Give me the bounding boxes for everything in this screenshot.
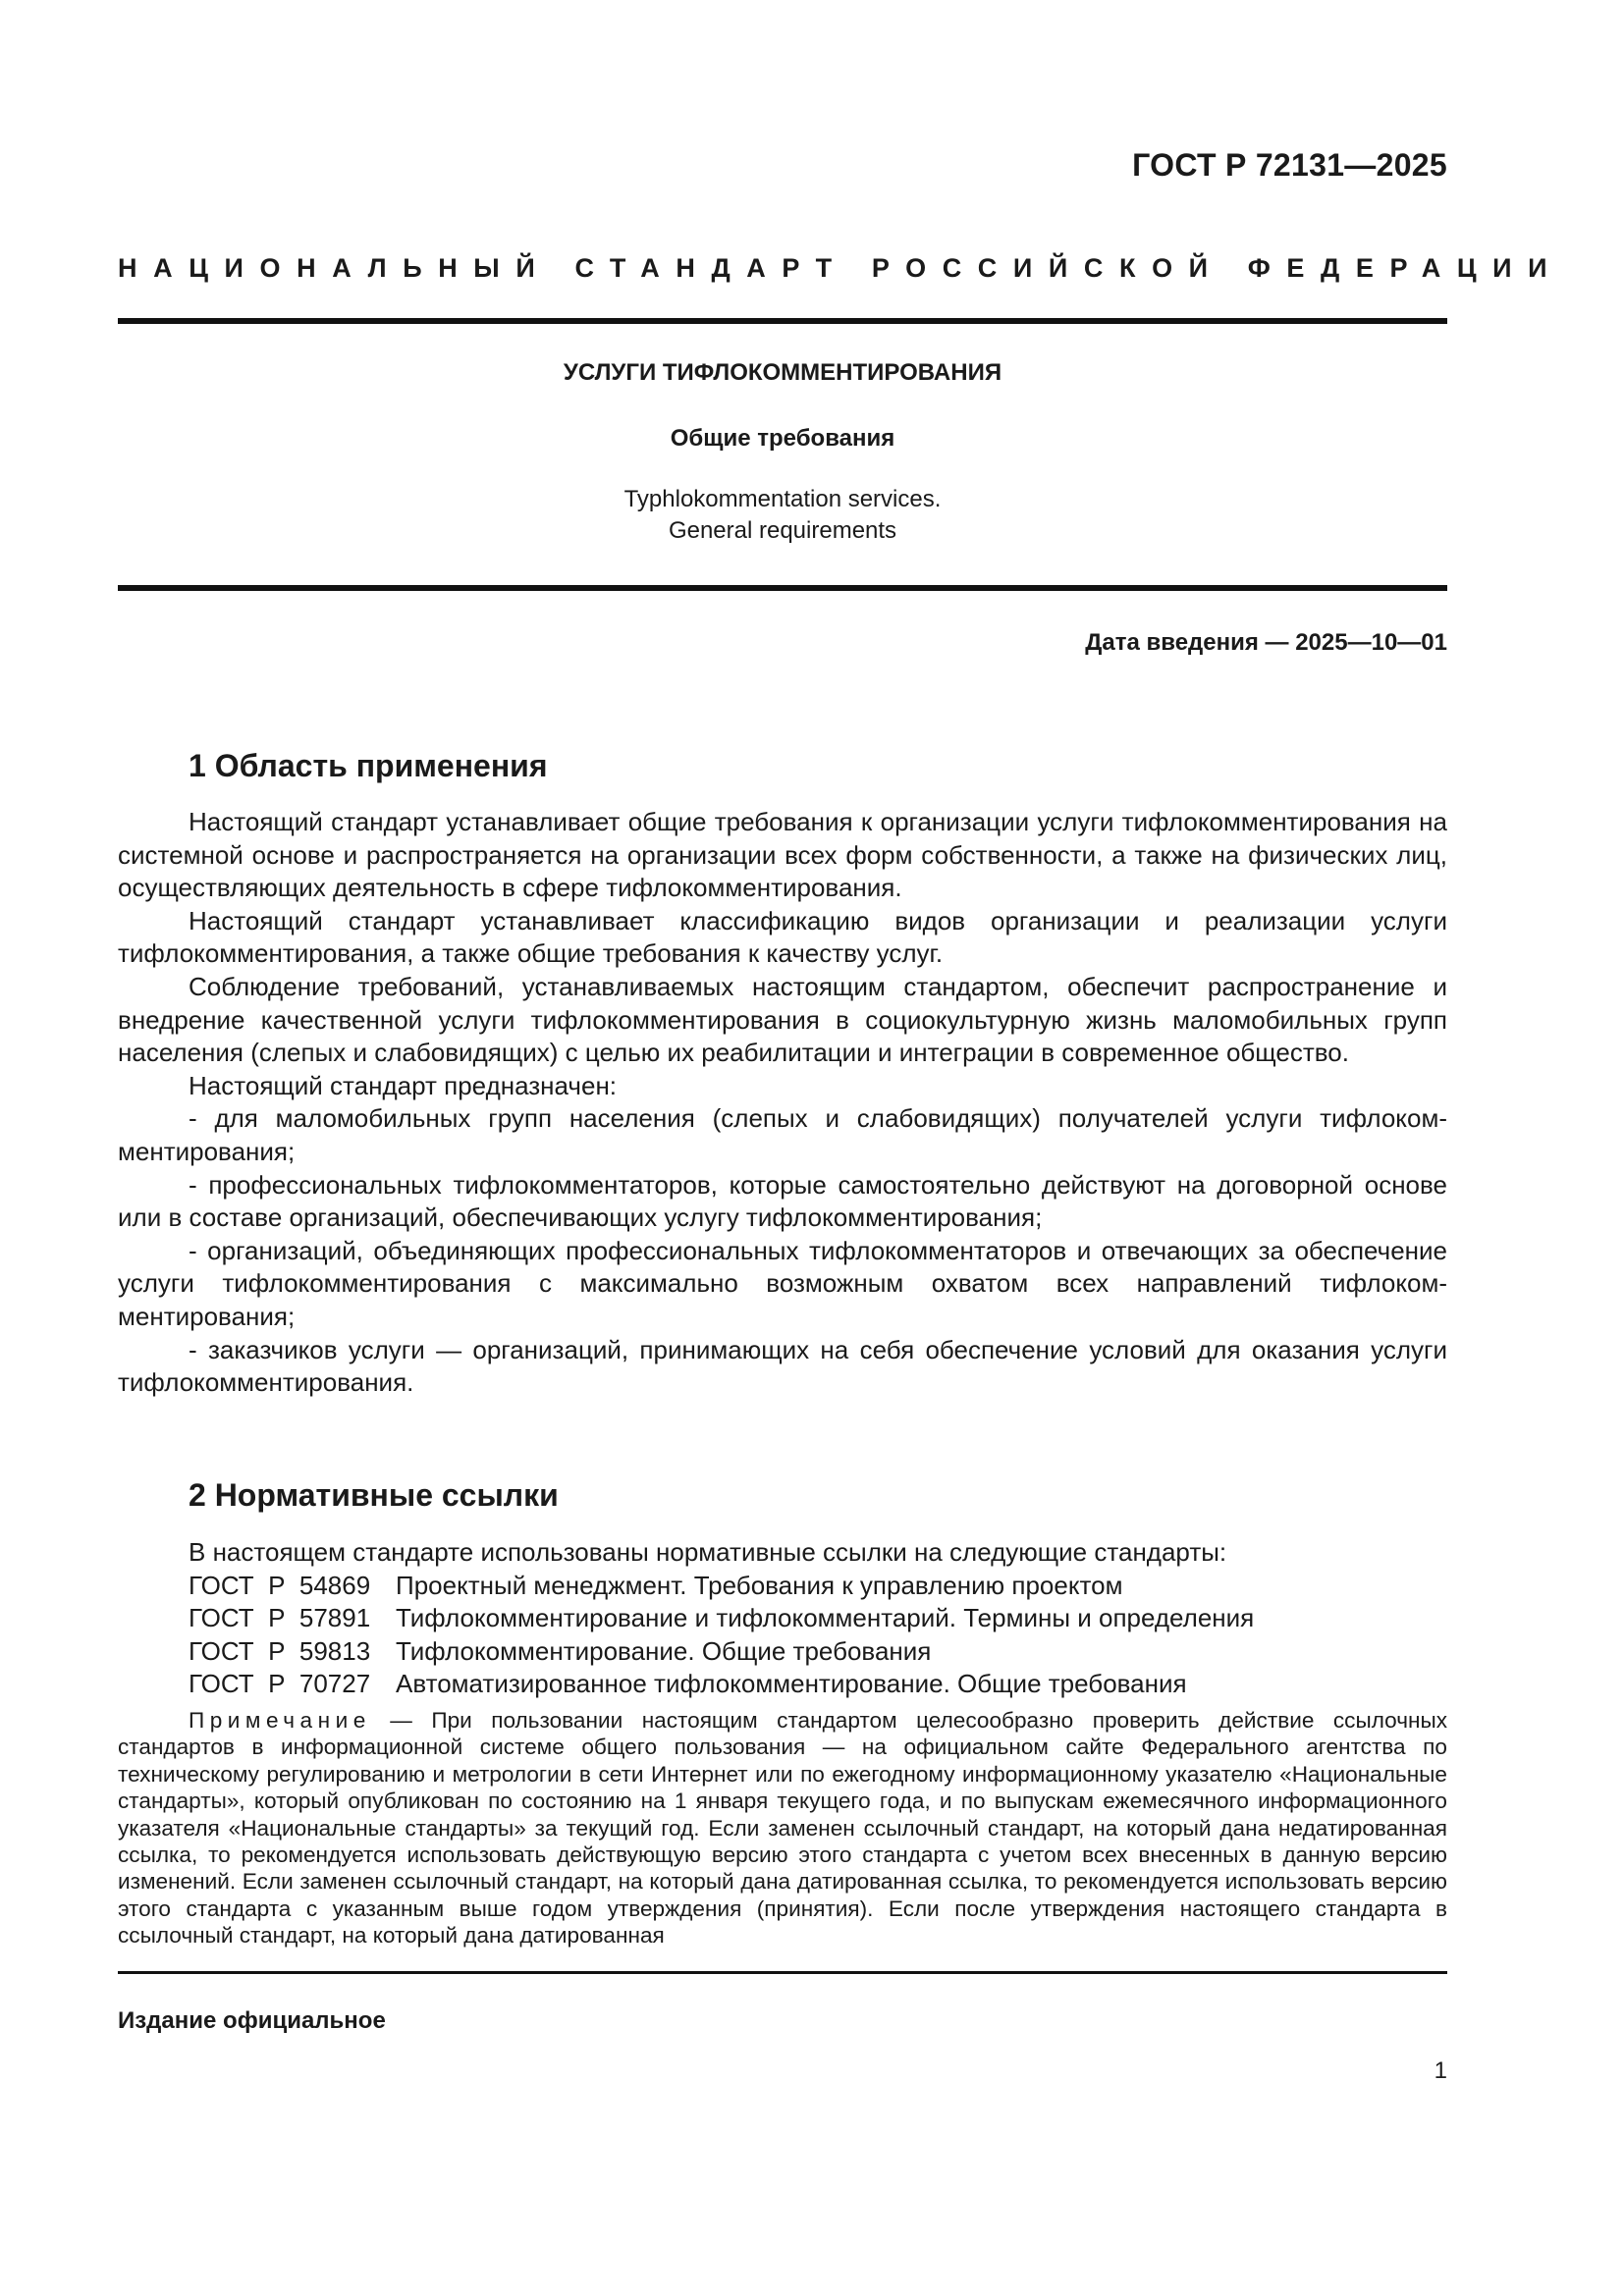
page-number: 1	[1434, 2057, 1447, 2084]
list-item: - заказчиков услуги — организаций, принимающих на себя обеспечение условий для оказания услуги тифлокомментирования.	[118, 1334, 1447, 1398]
note-paragraph	[118, 1707, 1447, 1949]
standard-code: ГОСТ Р 72131—2025	[1132, 147, 1447, 183]
references-intro: В настоящем стандарте использованы нормативные ссылки на следующие стандарты:	[189, 1537, 1227, 1567]
edition-label: Издание официальное	[118, 2007, 386, 2034]
reference-code: ГОСТ Р 57891	[189, 1603, 371, 1633]
footer-divider	[118, 1971, 1447, 1974]
english-title-line-1: Typhlokommentation services.	[623, 486, 942, 512]
reference-title: Тифлокомментирование. Общие требования	[396, 1635, 932, 1666]
note-text: — При пользовании настоящим стандартом целесообразно проверить действие ссылочных стандартов в информационной системе общего пользования — на официальном сайте Федерального агентства по техническому регулированию и метрологии в сети Интернет или по ежегодному информационному указателю «Национальные стандарты», который опубликован по состоянию на 1 января текущего года, и по выпускам ежемесячного информационного указателя «Национальные стандарты» за текущий год. Если заменен ссылочный стандарт, на который дана недатированная ссылка, то рекомендуется использовать действующую версию этого стандарта с учетом всех внесенных в данную версию изменений. Если заменен ссылочный стандарт, на который дана датированная ссылка, то рекомендуется использовать версию этого стандарта с указанным выше годом утверждения (принятия). Если после утверждения настоящего стандарта в ссылочный стандарт, на который дана датированная	[118, 1708, 1447, 1949]
reference-code: ГОСТ Р 70727	[189, 1669, 371, 1699]
paragraph: Настоящий стандарт устанавливает общие требования к организации услуги тифлокомментирования на системной основе и распространяется на организации всех форм собственности, а также на физических лиц, осуществляющих деятельность в сфере тифлокомментирования.	[118, 807, 1447, 903]
reference-row	[189, 1668, 1254, 1701]
top-divider	[118, 318, 1447, 324]
title-divider	[118, 585, 1447, 591]
english-title-line-2: General requirements	[668, 517, 897, 544]
document-subtitle: Общие требования	[670, 425, 895, 452]
introduction-date: Дата введения — 2025—10—01	[1085, 629, 1447, 656]
paragraph: Соблюдение требований, устанавливаемых настоящим стандартом, обеспечит распространение и внедрение качественной услуги тифлокомментирования в социокультурную жизнь маломобильных групп населения (слепых и слабовидящих) с целью их реабилитации и интеграции в современное общество.	[118, 971, 1447, 1068]
note-label: Примечание	[189, 1708, 371, 1733]
paragraph: Настоящий стандарт устанавливает классификацию видов организации и реализации услуги тифлокомментирования, а также общие требования к качеству услуг.	[118, 905, 1447, 969]
reference-title: Автоматизированное тифлокомментирование. Общие требования	[396, 1669, 1187, 1699]
english-title	[118, 484, 1447, 547]
document-title: УСЛУГИ ТИФЛОКОММЕНТИРОВАНИЯ	[563, 359, 1002, 386]
list-item: - профессиональных тифлокомментаторов, которые самостоятельно действуют на договорной основе или в составе организаций, обеспечивающих услугу тифлокомментирования;	[118, 1169, 1447, 1233]
paragraph: Настоящий стандарт предназначен:	[189, 1070, 618, 1100]
national-standard-banner: НАЦИОНАЛЬНЫЙ СТАНДАРТ РОССИЙСКОЙ ФЕДЕРАЦИИ	[118, 253, 1564, 283]
list-item: - организаций, объединяющих профессиональных тифлокомментаторов и отвечающих за обеспечение услуги тифлокомментирования с максимально возможным охватом всех направлений тифлокомментирования;	[118, 1235, 1447, 1331]
references-list	[189, 1536, 1254, 1701]
reference-code: ГОСТ Р 54869	[189, 1570, 371, 1600]
reference-note	[118, 1707, 1447, 1949]
reference-title: Тифлокомментирование и тифлокомментарий. Термины и определения	[396, 1603, 1255, 1633]
reference-row	[189, 1635, 1254, 1669]
section-1-heading: 1 Область применения	[189, 748, 548, 783]
section-1-body	[118, 806, 1447, 1400]
reference-title: Проектный менеджмент. Требования к управлению проектом	[396, 1570, 1123, 1600]
reference-code: ГОСТ Р 59813	[189, 1635, 371, 1666]
reference-row	[189, 1570, 1254, 1603]
reference-row	[189, 1602, 1254, 1635]
list-item: - для маломобильных групп населения (слепых и слабовидящих) получателей услуги тифлокомментирования;	[118, 1103, 1447, 1166]
section-2-heading: 2 Нормативные ссылки	[189, 1477, 559, 1513]
